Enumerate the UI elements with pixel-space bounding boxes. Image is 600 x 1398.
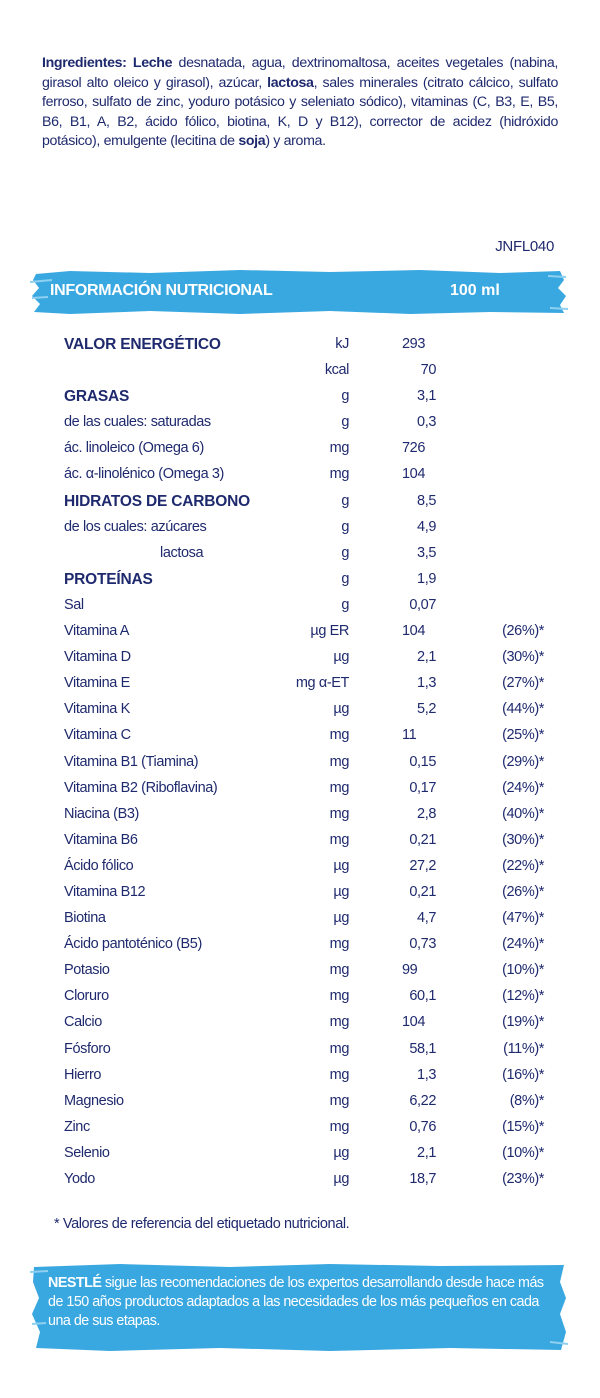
ingredient-bold-term: lactosa <box>267 74 314 91</box>
nutrition-row <box>64 332 554 358</box>
nutrient-reference-percent: (25%)* <box>502 727 544 744</box>
nutrient-name: Niacina (B3) <box>64 805 139 822</box>
nutrient-value: 3,1 <box>417 388 436 405</box>
nutrient-value: 3,5 <box>417 544 436 561</box>
nutrient-reference-percent: (15%)* <box>502 1118 544 1135</box>
nutrient-name: Ácido pantoténico (B5) <box>64 936 202 953</box>
nutrient-reference-percent: (19%)* <box>502 1014 544 1031</box>
nutrition-row <box>64 776 554 802</box>
nutrition-table <box>64 332 554 1193</box>
nutrient-value: 0,15 <box>409 753 436 770</box>
nutrient-reference-percent: (24%)* <box>502 936 544 953</box>
nutrient-name: de los cuales: azúcares <box>64 518 207 535</box>
nutrient-reference-percent: (26%)* <box>502 883 544 900</box>
nutrition-row <box>64 515 554 541</box>
nutrient-reference-percent: (40%)* <box>502 805 544 822</box>
nutrient-reference-percent: (11%)* <box>503 1040 544 1057</box>
nutrient-unit: kcal <box>324 362 349 379</box>
nutrient-reference-percent: (29%)* <box>502 753 544 770</box>
nutrient-value: 0,73 <box>409 936 436 953</box>
nutrient-unit: mg <box>329 727 349 744</box>
nutrition-row <box>64 1063 554 1089</box>
nutrition-row <box>64 358 554 384</box>
nutrient-name: VALOR ENERGÉTICO <box>64 336 221 353</box>
nutrient-unit: µg <box>333 857 349 874</box>
nutrition-row <box>64 1167 554 1193</box>
nutrient-value: 18,7 <box>409 1171 436 1187</box>
nutrition-row <box>64 541 554 567</box>
nutrition-row <box>64 1037 554 1063</box>
nutrient-reference-percent: (26%)* <box>502 623 544 640</box>
nutrient-value: 60,1 <box>409 988 436 1005</box>
nutrition-row <box>64 619 554 645</box>
nutrition-row <box>64 1141 554 1167</box>
ingredient-bold-term: Ingredientes: Leche <box>42 55 173 71</box>
nutrient-reference-percent: (30%)* <box>502 649 544 666</box>
nutrient-name: Vitamina A <box>64 623 130 640</box>
nutrient-unit: kJ <box>335 336 349 352</box>
nutrient-reference-percent: (10%)* <box>502 1144 544 1161</box>
nutrition-row <box>64 436 554 462</box>
nutrient-value: 5,2 <box>417 701 436 718</box>
nutrient-value: 4,7 <box>417 910 436 927</box>
nutrition-row <box>64 750 554 776</box>
brand-name: NESTLÉ <box>48 1275 102 1291</box>
nutrient-unit: g <box>341 388 349 405</box>
nutrient-value: 104 <box>402 466 425 483</box>
nutrient-name: Selenio <box>64 1144 110 1161</box>
nutrient-name: Vitamina K <box>64 701 130 718</box>
nutrient-reference-percent: (27%)* <box>502 675 544 692</box>
nutrition-row <box>64 854 554 880</box>
blurb-text <box>48 1274 556 1331</box>
nutrient-name: HIDRATOS DE CARBONO <box>64 492 250 510</box>
nutrient-unit: mg <box>329 988 349 1005</box>
nutrient-unit: µg ER <box>310 623 349 640</box>
nutrition-row <box>64 462 554 488</box>
nutrient-reference-percent: (23%)* <box>502 1171 544 1187</box>
nutrition-row <box>64 828 554 854</box>
ingredient-text: ) y aroma. <box>265 133 326 150</box>
nutrient-reference-percent: (22%)* <box>502 857 544 874</box>
nutrient-unit: mg <box>329 1066 349 1083</box>
nutrient-reference-percent: (12%)* <box>502 988 544 1005</box>
nutrition-row <box>64 723 554 749</box>
nutrient-unit: mg <box>329 440 349 457</box>
nutrient-unit: mg <box>329 466 349 483</box>
nutrient-name: Cloruro <box>64 988 109 1005</box>
nutrient-reference-percent: (24%)* <box>502 779 544 796</box>
nutrient-value: 99 <box>402 962 418 979</box>
nutrient-unit: mg <box>329 805 349 822</box>
ingredient-text: , sales minerales (citrato cálcico, sulfato ferroso, sulfato de zinc, yoduro potásico y seleniato sódico), vitaminas (C, B3, E, B5, B6, B1, A, B2, ácido fólico, biotina, K, D y B12), corrector de acidez (hidróxido potásico), emulgente (lecitina de <box>42 74 558 150</box>
nutrient-name: Magnesio <box>64 1092 124 1109</box>
nutrient-name: Potasio <box>64 962 110 979</box>
nutrient-reference-percent: (16%)* <box>502 1066 544 1083</box>
nutrient-unit: µg <box>333 701 349 718</box>
nutrient-value: 0,21 <box>409 831 436 848</box>
nutrient-value: 6,22 <box>409 1092 436 1109</box>
nutrient-unit: mg α-ET <box>295 675 349 692</box>
nutrition-header-band <box>30 268 568 316</box>
nutrient-value: 11 <box>402 727 417 744</box>
nutrient-value: 104 <box>402 1014 425 1031</box>
nutrient-unit: g <box>341 492 349 509</box>
nutrient-name: de las cuales: saturadas <box>64 414 211 431</box>
nutrient-value: 104 <box>402 623 425 640</box>
nutrient-name: GRASAS <box>64 388 130 406</box>
column-header-100ml: 100 ml <box>450 282 500 299</box>
nutrient-name: Vitamina B1 (Tiamina) <box>64 753 199 770</box>
nutrient-value: 0,17 <box>409 779 436 796</box>
nutrient-unit: g <box>341 544 349 561</box>
nutrient-value: 8,5 <box>417 492 436 509</box>
nutrient-value: 1,3 <box>417 675 436 692</box>
nutrient-name: Vitamina B2 (Riboflavina) <box>64 779 218 796</box>
nutrition-row <box>64 1115 554 1141</box>
nutrition-title: INFORMACIÓN NUTRICIONAL <box>50 282 273 299</box>
nutrient-reference-percent: (8%)* <box>509 1092 544 1109</box>
nutrient-unit: g <box>341 596 349 613</box>
nutrient-name: Sal <box>64 596 84 613</box>
nutrient-unit: µg <box>333 649 349 666</box>
nutrient-reference-percent: (44%)* <box>502 701 544 718</box>
nestle-blurb-band <box>30 1262 568 1354</box>
footnote: * Valores de referencia del etiquetado nutricional. <box>54 1216 350 1232</box>
nutrient-unit: mg <box>329 779 349 796</box>
nutrient-value: 0,3 <box>417 414 436 431</box>
nutrient-value: 293 <box>402 336 425 352</box>
nutrient-value: 1,9 <box>417 570 436 587</box>
nutrient-name: Vitamina B6 <box>64 831 138 848</box>
nutrient-value: 0,21 <box>409 883 436 900</box>
nutrient-name: Calcio <box>64 1014 102 1031</box>
nutrient-name: PROTEÍNAS <box>64 570 153 588</box>
ingredient-bold-term: soja <box>238 133 266 150</box>
nutrition-row <box>64 489 554 515</box>
nutrient-value: 70 <box>420 362 436 379</box>
nutrition-row <box>64 958 554 984</box>
nutrient-unit: mg <box>329 1092 349 1109</box>
nutrient-name: Vitamina E <box>64 675 130 692</box>
nutrient-unit: g <box>341 518 349 535</box>
nutrition-row <box>64 1089 554 1115</box>
nutrient-value: 1,3 <box>417 1066 436 1083</box>
ingredient-text: desnatada, agua, dextrinomaltosa, aceites vegetales (nabina, girasol alto oleico y girasol), azúcar, <box>42 55 558 91</box>
nutrition-row <box>64 906 554 932</box>
nutrition-row <box>64 593 554 619</box>
nutrient-name: lactosa <box>160 544 204 561</box>
nutrition-row <box>64 671 554 697</box>
nutrient-unit: mg <box>329 831 349 848</box>
nutrient-name: Vitamina C <box>64 727 131 744</box>
nutrient-unit: mg <box>329 753 349 770</box>
nutrition-row <box>64 567 554 593</box>
nutrient-name: Ácido fólico <box>64 857 134 874</box>
nutrient-unit: g <box>341 570 349 587</box>
nutrient-name: Hierro <box>64 1066 102 1083</box>
nutrient-name: Yodo <box>64 1171 95 1187</box>
nutrient-value: 0,07 <box>409 596 436 613</box>
nutrient-name: ác. linoleico (Omega 6) <box>64 440 204 457</box>
nutrition-row <box>64 410 554 436</box>
nutrition-row <box>64 697 554 723</box>
product-code: JNFL040 <box>495 238 554 255</box>
nutrient-name: Biotina <box>64 910 106 927</box>
nutrient-unit: µg <box>333 1171 349 1187</box>
nutrition-row <box>64 645 554 671</box>
nutrient-reference-percent: (30%)* <box>502 831 544 848</box>
nutrient-unit: mg <box>329 936 349 953</box>
nutrient-value: 2,1 <box>417 1144 436 1161</box>
nutrient-value: 4,9 <box>417 518 436 535</box>
nutrient-value: 2,8 <box>417 805 436 822</box>
nutrient-value: 58,1 <box>409 1040 436 1057</box>
nutrient-unit: mg <box>329 1014 349 1031</box>
blurb-body: sigue las recomendaciones de los expertos desarrollando desde hace más de 150 años productos adaptados a las necesidades de los más pequeños en cada una de sus etapas. <box>48 1275 544 1329</box>
nutrient-name: ác. α-linolénico (Omega 3) <box>64 466 224 483</box>
nutrition-row <box>64 984 554 1010</box>
nutrition-row <box>64 1010 554 1036</box>
nutrient-reference-percent: (47%)* <box>502 910 544 927</box>
nutrient-value: 2,1 <box>417 649 436 666</box>
nutrient-unit: µg <box>333 910 349 927</box>
ingredients-text <box>42 54 558 152</box>
nutrient-value: 27,2 <box>409 857 436 874</box>
nutrition-row <box>64 802 554 828</box>
nutrient-reference-percent: (10%)* <box>502 962 544 979</box>
nutrient-unit: mg <box>329 1040 349 1057</box>
nutrient-unit: g <box>341 414 349 431</box>
nutrient-name: Vitamina D <box>64 649 131 666</box>
nutrient-name: Fósforo <box>64 1040 111 1057</box>
nutrient-name: Vitamina B12 <box>64 883 146 900</box>
nutrient-value: 726 <box>402 440 425 457</box>
nutrient-unit: mg <box>329 1118 349 1135</box>
nutrient-unit: mg <box>329 962 349 979</box>
nutrient-name: Zinc <box>64 1118 90 1135</box>
nutrition-row <box>64 384 554 410</box>
nutrient-unit: µg <box>333 883 349 900</box>
nutrition-row <box>64 880 554 906</box>
nutrient-unit: µg <box>333 1144 349 1161</box>
nutrition-row <box>64 932 554 958</box>
nutrient-value: 0,76 <box>409 1118 436 1135</box>
